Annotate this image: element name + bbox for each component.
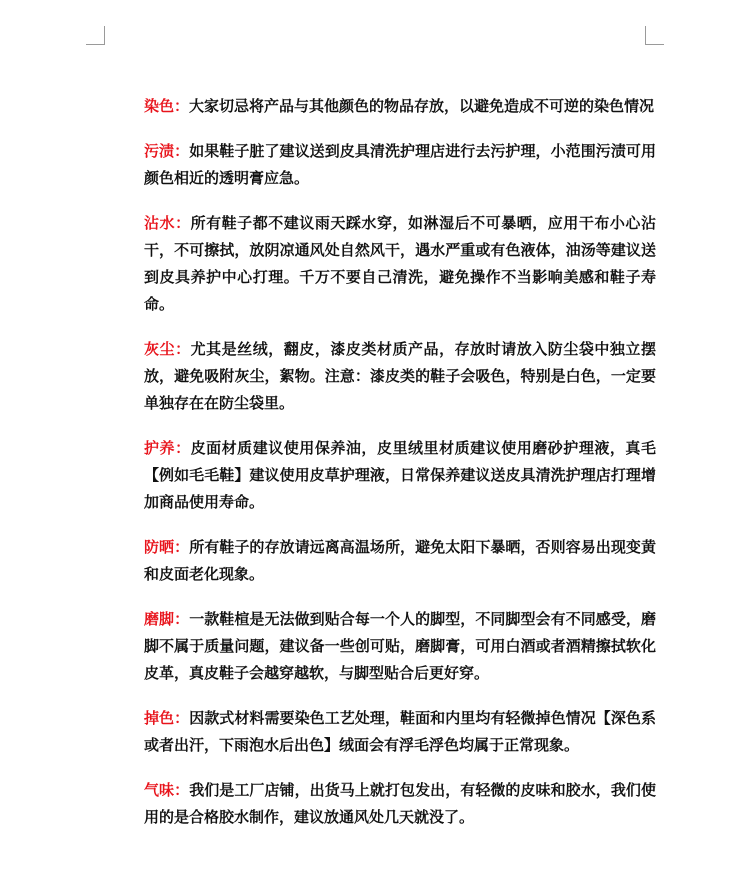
paragraph-dust (144, 336, 656, 417)
paragraph-text: 所有鞋子都不建议雨天踩水穿，如淋湿后不可暴晒，应用干布小心沾干，不可擦拭，放阴凉通风处自然风干，遇水严重或有色液体，油汤等建议送到皮具养护中心打理。千万不要自己清洗，避免操作不当影响美感和鞋子寿命。 (144, 214, 656, 313)
paragraph-term: 气味 (144, 781, 175, 799)
paragraph-text: 一款鞋楦是无法做到贴合每一个人的脚型，不同脚型会有不同感受，磨脚不属于质量问题，建议备一些创可贴，磨脚膏，可用白酒或者酒精擦拭软化皮革，真皮鞋子会越穿越软，与脚型贴合后更好穿。 (144, 610, 656, 682)
paragraph-term: 掉色 (144, 709, 175, 727)
paragraph-term: 沾水 (144, 214, 176, 232)
paragraph-text: 所有鞋子的存放请远离高温场所，避免太阳下暴晒，否则容易出现变黄和皮面老化现象。 (144, 538, 656, 583)
margin-corner-mark-top-right (645, 26, 664, 45)
document-body (144, 93, 656, 849)
paragraph-text: 大家切忌将产品与其他颜色的物品存放，以避免造成不可逆的染色情况 (189, 97, 655, 115)
paragraph-term-separator: ： (175, 340, 191, 358)
paragraph-color-fading (144, 705, 656, 759)
paragraph-term-separator: ： (175, 214, 191, 232)
paragraph-text: 皮面材质建议使用保养油，皮里绒里材质建议使用磨砂护理液，真毛【例如毛毛鞋】建议使用皮草护理液，日常保养建议送皮具清洗护理店打理增加商品使用寿命。 (144, 439, 656, 511)
paragraph-term-separator: ： (174, 97, 190, 115)
paragraph-term: 污渍 (144, 142, 175, 160)
paragraph-staining (144, 93, 656, 120)
paragraph-text: 我们是工厂店铺，出货马上就打包发出，有轻微的皮味和胶水，我们使用的是合格胶水制作，建议放通风处几天就没了。 (144, 781, 656, 826)
paragraph-text: 因款式材料需要染色工艺处理，鞋面和内里均有轻微掉色情况【深色系或者出汗，下雨泡水后出色】绒面会有浮毛浮色均属于正常现象。 (144, 709, 656, 754)
paragraph-text: 如果鞋子脏了建议送到皮具清洗护理店进行去污护理，小范围污渍可用颜色相近的透明膏应急。 (144, 142, 656, 187)
paragraph-rubbing (144, 606, 656, 687)
paragraph-odor (144, 777, 656, 831)
paragraph-term: 防晒 (144, 538, 175, 556)
paragraph-care (144, 435, 656, 516)
paragraph-term-separator: ： (174, 142, 190, 160)
paragraph-term: 染色 (144, 97, 175, 115)
paragraph-term: 磨脚 (144, 610, 175, 628)
paragraph-stains (144, 138, 656, 192)
paragraph-term-separator: ： (174, 709, 190, 727)
paragraph-term: 灰尘 (144, 340, 176, 358)
paragraph-term-separator: ： (175, 439, 191, 457)
paragraph-term: 护养 (144, 439, 176, 457)
margin-corner-mark-top-left (86, 26, 105, 45)
paragraph-term-separator: ： (174, 538, 190, 556)
paragraph-term-separator: ： (174, 610, 190, 628)
paragraph-text: 尤其是丝绒，翻皮，漆皮类材质产品，存放时请放入防尘袋中独立摆放，避免吸附灰尘，絮物。注意：漆皮类的鞋子会吸色，特别是白色，一定要单独存在在防尘袋里。 (144, 340, 656, 412)
paragraph-water (144, 210, 656, 318)
paragraph-term-separator: ： (174, 781, 190, 799)
paragraph-sun-protection (144, 534, 656, 588)
